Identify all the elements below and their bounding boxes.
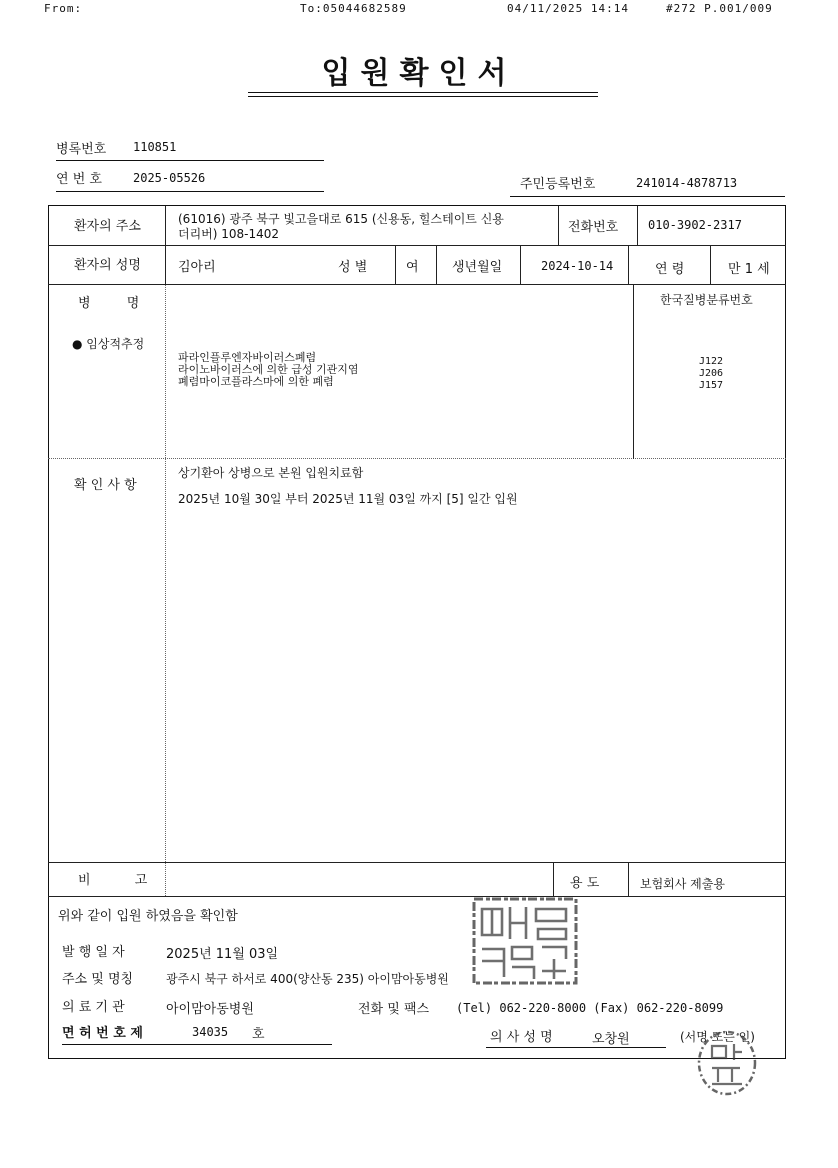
institution-name: 아이맘아동병원 [166, 1002, 254, 1017]
record-no-label: 병록번호 [56, 142, 107, 157]
phone-label: 전화번호 [568, 220, 619, 235]
name-label: 환자의 성명 [74, 258, 141, 273]
serial-no-label: 연 번 호 [56, 172, 102, 187]
confirmation-label: 확 인 사 항 [74, 478, 137, 493]
institution-label: 의 료 기 관 [62, 1000, 125, 1015]
confirmation-line2: 2025년 10월 30일 부터 2025년 11월 03일 까지 [5] 일간 입원 [178, 492, 518, 506]
fax-to: To:05044682589 [300, 2, 407, 15]
age-label: 연 령 [655, 262, 685, 277]
column-divider [165, 285, 166, 896]
row-divider [48, 245, 786, 246]
address-line1: (61016) 광주 북구 빛고을대로 615 (신용동, 힐스테이트 신용 [178, 212, 504, 226]
disease-code-2: J206 [699, 368, 724, 379]
contact-label: 전화 및 팩스 [358, 1002, 430, 1017]
title-underline [248, 92, 598, 97]
fax-datetime: 04/11/2025 14:14 [507, 2, 629, 15]
address-line2: 더리버) 108-1402 [178, 227, 280, 241]
resident-no-underline [510, 196, 785, 197]
contact-value: (Tel) 062-220-8000 (Fax) 062-220-8099 [456, 1001, 724, 1015]
purpose-label: 용 도 [570, 876, 600, 891]
purpose-value: 보험회사 제출용 [640, 877, 725, 891]
disease-label: 병 명 [78, 296, 156, 311]
column-divider [165, 206, 166, 286]
signature-label: (서명 또는 인) [680, 1030, 755, 1044]
form-table [48, 205, 786, 1059]
column-divider [520, 246, 521, 285]
sex-label: 성 별 [338, 260, 368, 275]
doctor-label: 의 사 성 명 [490, 1030, 553, 1045]
confirmation-line1: 상기환아 상병으로 본원 입원치료함 [178, 466, 364, 480]
column-divider [395, 246, 396, 285]
hospital-address-label: 주소 및 명칭 [62, 972, 134, 987]
row-divider [48, 458, 786, 459]
column-divider [637, 206, 638, 246]
diagnosis-1: 파라인플루엔자바이러스폐렴 [178, 351, 317, 364]
doctor-seal [694, 1028, 760, 1098]
license-label: 면 허 번 호 제 [62, 1026, 143, 1041]
record-no-value: 110851 [133, 140, 177, 154]
resident-no-label: 주민등록번호 [520, 177, 596, 192]
license-number: 34035 [192, 1025, 229, 1039]
address-label: 환자의 주소 [74, 219, 141, 234]
column-divider [628, 246, 629, 285]
clinical-estimate-label: ● 임상적추정 [72, 337, 145, 351]
age-value: 만 1 세 [728, 262, 770, 277]
resident-no-value: 241014-4878713 [636, 176, 738, 190]
doctor-underline [486, 1047, 666, 1048]
serial-no-underline [56, 191, 324, 192]
column-divider [633, 285, 634, 459]
doctor-name: 오창원 [592, 1032, 630, 1047]
fax-from: From: [44, 2, 83, 15]
license-suffix: 호 [252, 1027, 265, 1042]
column-divider [553, 863, 554, 897]
column-divider [558, 206, 559, 246]
row-divider [48, 284, 786, 285]
issue-date: 2025년 11월 03일 [166, 947, 279, 962]
remarks-label: 비 고 [78, 873, 168, 888]
issue-date-label: 발 행 일 자 [62, 945, 125, 960]
phone-value: 010-3902-2317 [648, 218, 742, 232]
disease-code-1: J122 [699, 356, 724, 367]
statement: 위와 같이 입원 하였음을 확인함 [58, 909, 238, 924]
column-divider [628, 863, 629, 897]
disease-code-3: J157 [699, 380, 724, 391]
fax-header [0, 0, 838, 16]
fax-page: #272 P.001/009 [666, 2, 773, 15]
record-no-underline [56, 160, 324, 161]
disease-code-header: 한국질병분류번호 [660, 293, 753, 307]
hospital-seal [470, 895, 580, 987]
patient-name: 김아리 [178, 260, 216, 275]
diagnosis-3: 폐렴마이코플라스마에 의한 폐렴 [178, 375, 334, 388]
license-underline [62, 1044, 332, 1045]
column-divider [436, 246, 437, 285]
column-divider [710, 246, 711, 285]
sex-value: 여 [406, 260, 419, 275]
dob-value: 2024-10-14 [541, 259, 614, 273]
hospital-address: 광주시 북구 하서로 400(양산동 235) 아이맘아동병원 [166, 972, 449, 986]
diagnosis-2: 라이노바이러스에 의한 급성 기관지염 [178, 363, 359, 376]
row-divider [48, 896, 786, 897]
document-title: 입원확인서 [321, 56, 517, 91]
row-divider [48, 862, 786, 863]
serial-no-value: 2025-05526 [133, 171, 206, 185]
dob-label: 생년월일 [452, 260, 503, 275]
